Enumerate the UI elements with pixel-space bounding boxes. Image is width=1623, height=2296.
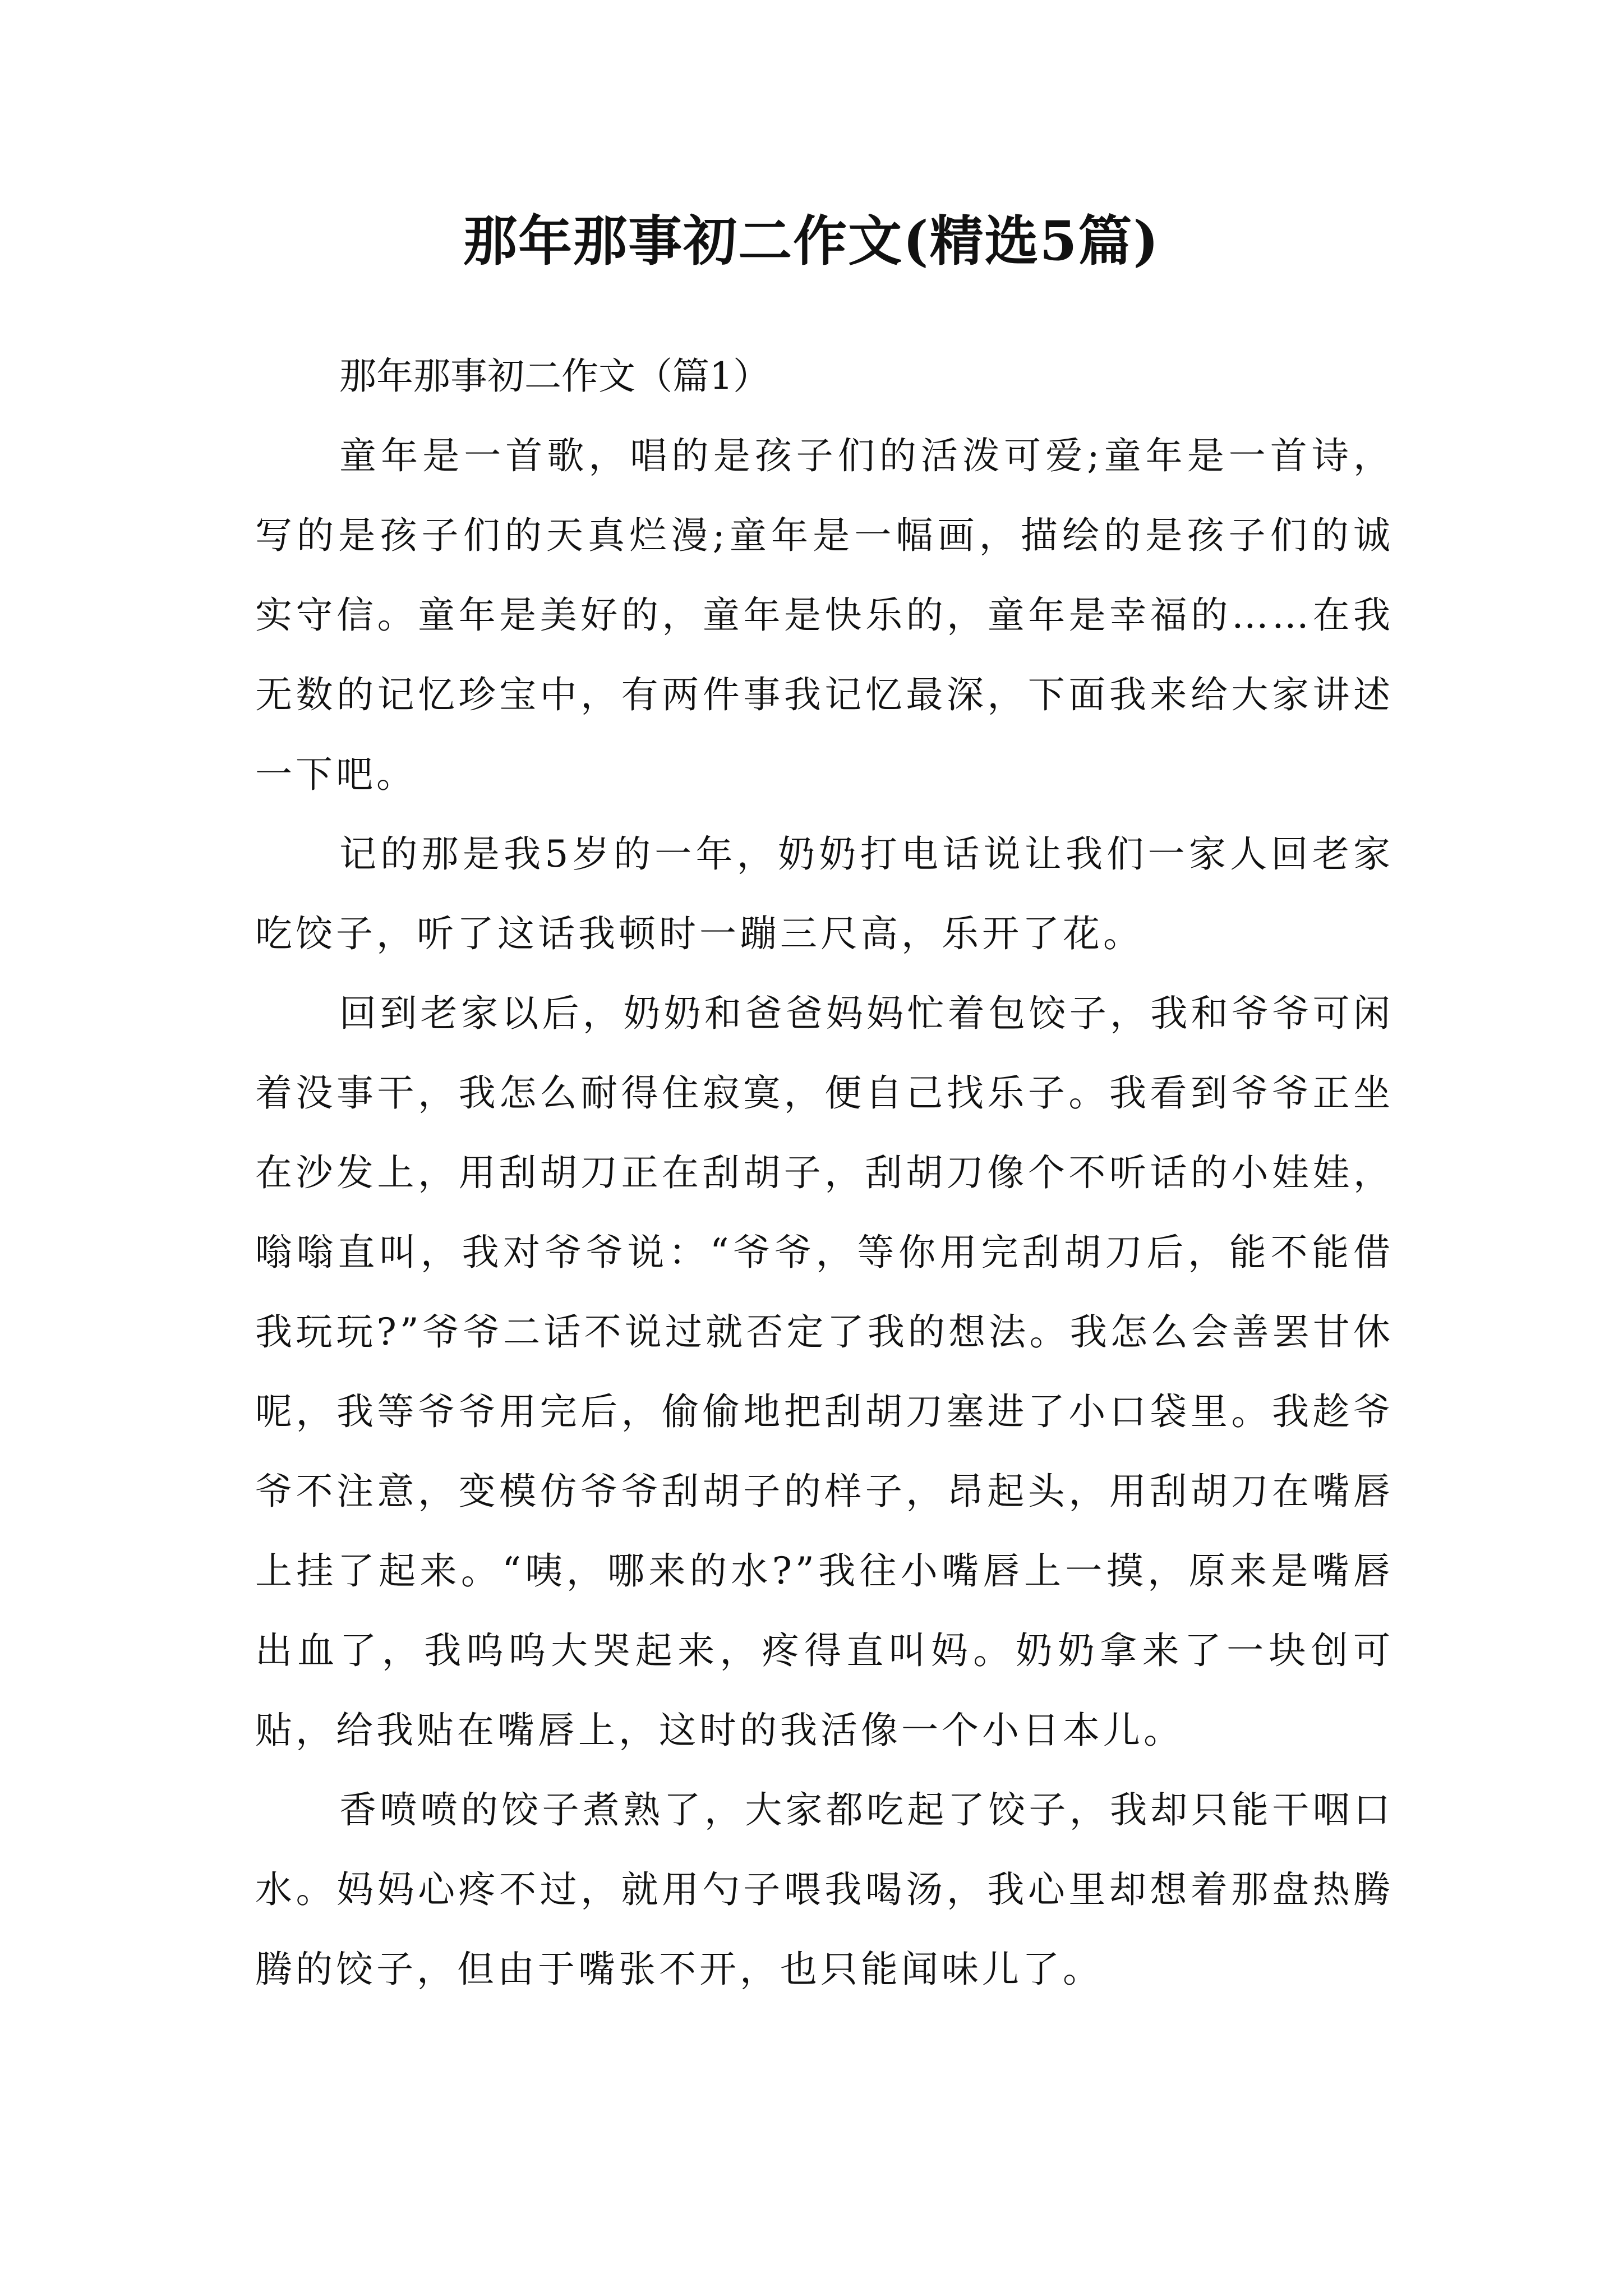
- section-heading: 那年那事初二作文（篇1）: [339, 355, 770, 398]
- document-title: 那年那事初二作文(精选5篇): [463, 209, 1160, 273]
- paragraph-4: 香喷喷的饺子煮熟了，大家都吃起了饺子，我却只能干咽口水。妈妈心疼不过，就用勺子喂我喝汤，我心里却想着那盘热腾腾的饺子，但由于嘴张不开，也只能闻味儿了。: [255, 1788, 1394, 1991]
- paragraph-1: 童年是一首歌，唱的是孩子们的活泼可爱;童年是一首诗，写的是孩子们的天真烂漫;童年是一幅画，描绘的是孩子们的诚实守信。童年是美好的，童年是快乐的，童年是幸福的……在我无数的记忆珍宝中，有两件事我记忆最深，下面我来给大家讲述一下吧。: [255, 434, 1394, 796]
- document-body: [255, 337, 1394, 2009]
- paragraph-2: 记的那是我5岁的一年，奶奶打电话说让我们一家人回老家吃饺子，听了这话我顿时一蹦三尺高，乐开了花。: [255, 832, 1394, 955]
- paragraph-3: 回到老家以后，奶奶和爸爸妈妈忙着包饺子，我和爷爷可闲着没事干，我怎么耐得住寂寞，便自己找乐子。我看到爷爷正坐在沙发上，用刮胡刀正在刮胡子，刮胡刀像个不听话的小娃娃，嗡嗡直叫，我对爷爷说：“爷爷，等你用完刮胡刀后，能不能借我玩玩?”爷爷二话不说过就否定了我的想法。我怎么会善罢甘休呢，我等爷爷用完后，偷偷地把刮胡刀塞进了小口袋里。我趁爷爷不注意，变模仿爷爷刮胡子的样子，昂起头，用刮胡刀在嘴唇上挂了起来。“咦，哪来的水?”我往小嘴唇上一摸，原来是嘴唇出血了，我呜呜大哭起来，疼得直叫妈。奶奶拿来了一块创可贴，给我贴在嘴唇上，这时的我活像一个小日本儿。: [255, 992, 1394, 1752]
